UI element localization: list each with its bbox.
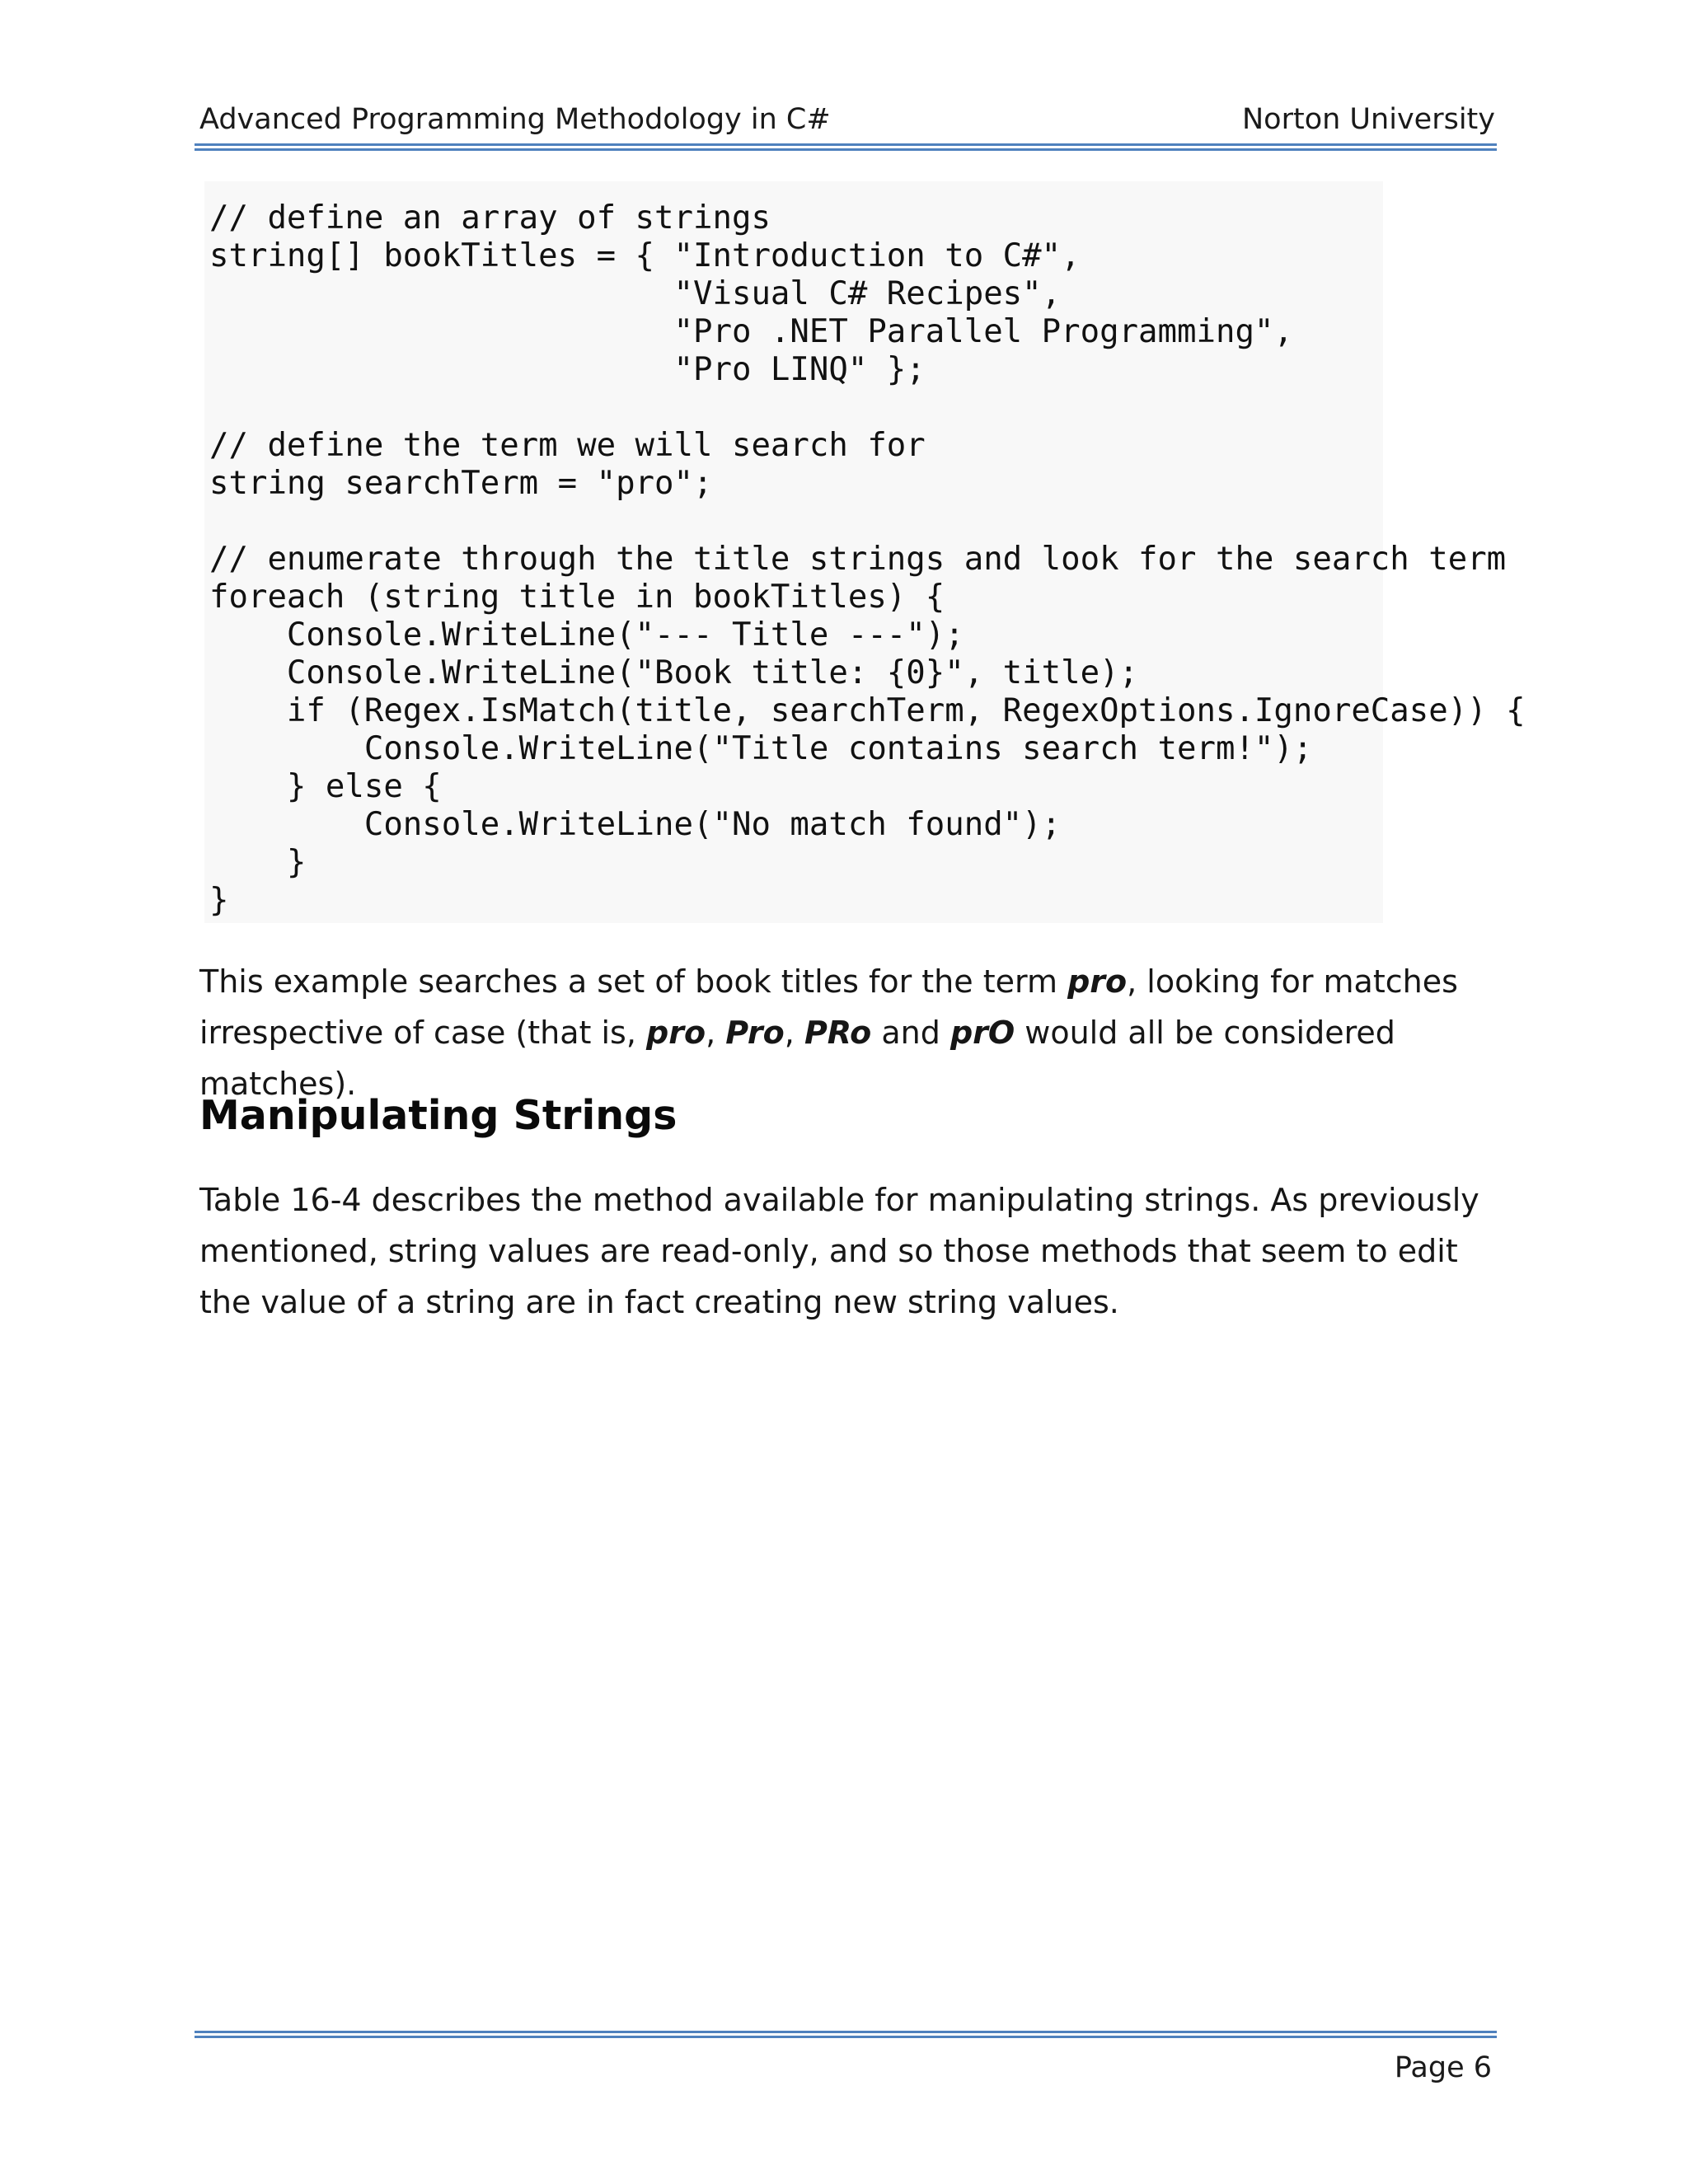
code-line: if (Regex.IsMatch(title, searchTerm, RegexOptions.IgnoreCase)) { <box>209 692 1526 729</box>
code-line: "Pro LINQ" }; <box>209 351 926 388</box>
section-body-paragraph: Table 16-4 describes the method available for manipulating strings. As previously mentioned, string values are read-only, and so those methods that seem to edit the value of a string are in fact creating new string values. <box>199 1182 1479 1320</box>
case-variant-emphasis: prO <box>950 1015 1015 1051</box>
code-line: Console.WriteLine("No match found"); <box>209 806 1062 843</box>
code-line: "Pro .NET Parallel Programming", <box>209 313 1293 350</box>
paragraph-text: and <box>871 1015 950 1051</box>
paragraph-text: , <box>706 1015 726 1051</box>
code-line: foreach (string title in bookTitles) { <box>209 579 945 616</box>
code-line: "Visual C# Recipes", <box>209 275 1062 312</box>
code-line: // define an array of strings <box>209 199 771 237</box>
code-line: string[] bookTitles = { "Introduction to C#", <box>209 237 1081 274</box>
paragraph-text: would all be considered matches). <box>199 1015 1395 1102</box>
code-line: Console.WriteLine("Title contains search term!"); <box>209 730 1313 767</box>
code-sample <box>204 181 1526 923</box>
code-line: Console.WriteLine("Book title: {0}", title); <box>209 654 1139 691</box>
code-line <box>209 389 1378 427</box>
code-line: } <box>209 844 307 881</box>
code-line: Console.WriteLine("--- Title ---"); <box>209 616 964 654</box>
code-line: } <box>209 882 229 919</box>
case-variant-emphasis: Pro <box>725 1015 785 1051</box>
page-number: Page 6 <box>1394 2051 1492 2084</box>
search-term-emphasis: pro <box>1067 963 1128 1000</box>
code-line: string searchTerm = "pro"; <box>209 465 713 502</box>
case-variant-emphasis: PRo <box>804 1015 872 1051</box>
code-line: // define the term we will search for <box>209 427 926 464</box>
code-line <box>209 503 1378 541</box>
paragraph-text: This example searches a set of book titles for the term <box>199 963 1068 1000</box>
page-header <box>199 99 1495 140</box>
code-line: } else { <box>209 768 442 805</box>
footer-divider <box>195 2031 1497 2038</box>
example-explanation-paragraph <box>199 956 1493 1109</box>
header-institution: Norton University <box>1242 103 1495 136</box>
section-heading: Manipulating Strings <box>199 1092 678 1139</box>
code-line: // enumerate through the title strings and look for the search term <box>209 541 1507 578</box>
header-divider <box>195 143 1497 151</box>
paragraph-text: , <box>784 1015 804 1051</box>
case-variant-emphasis: pro <box>646 1015 706 1051</box>
paragraph-text: , looking for matches irrespective of case (that is, <box>199 963 1458 1051</box>
header-document-title: Advanced Programming Methodology in C# <box>199 103 831 136</box>
